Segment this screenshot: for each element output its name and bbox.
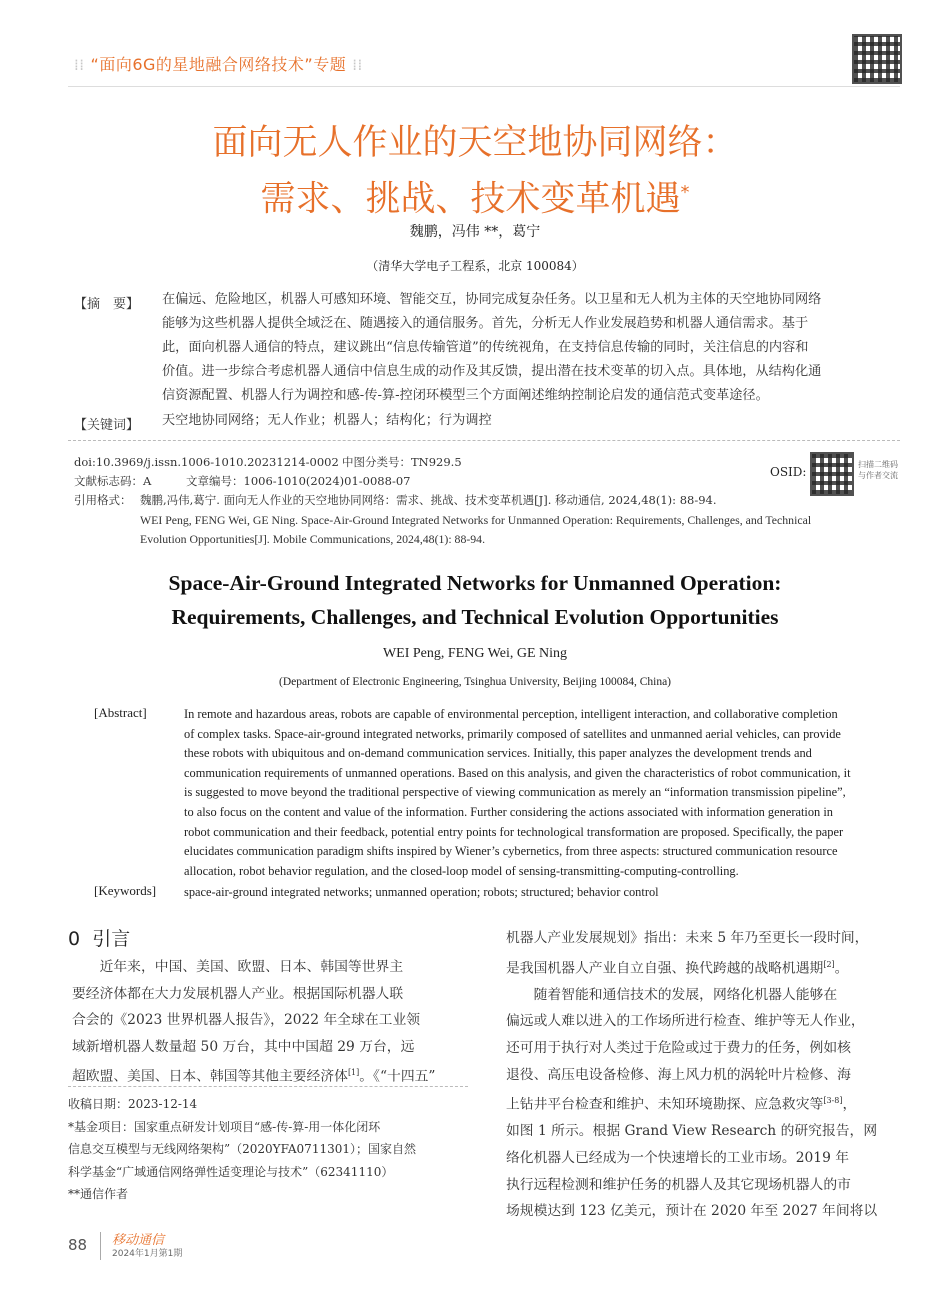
abstract-cn-line: 在偏远、危险地区，机器人可感知环境、智能交互，协同完成复杂任务。以卫星和无人机为主体的天空地协同网络 xyxy=(162,292,822,307)
body-line: 随着智能和通信技术的发展，网络化机器人能够在 xyxy=(506,986,838,1003)
abstract-en-line: allocation, robot behavior regulation, and the closed-loop model of sensing-transmitting-computing-controlling. xyxy=(184,863,739,878)
qr-note-line: 与作者交流 xyxy=(858,471,898,480)
abstract-cn xyxy=(162,288,902,408)
qr-code-icon xyxy=(852,34,902,84)
topic-text: “面向6G的星地融合网络技术”专题 xyxy=(90,55,347,74)
abstract-en-line: is suggested to move beyond the traditional perspective of viewing communication as merely an “information transmission pipeline”, xyxy=(184,785,846,800)
abstract-en-line: to also focus on the content and value of the information. Further considering the actions associated with information generation in xyxy=(184,804,833,819)
body-line: 场规模达到 123 亿美元，预计在 2020 年至 2027 年间将以 xyxy=(506,1203,878,1220)
citation: [3-8] xyxy=(823,1096,843,1106)
topic-banner xyxy=(68,52,369,75)
cite-cn: 魏鹏,冯伟,葛宁. 面向无人作业的天空地协同网络：需求、挑战、技术变革机遇[J]. 移动通信, 2024,48(1): 88-94. xyxy=(140,493,717,507)
body-line: 机器人产业发展规划》指出：未来 5 年乃至更长一段时间， xyxy=(506,930,869,946)
dots-right: ⁞⁞ xyxy=(352,56,363,74)
abstract-cn-label: 【摘 要】 xyxy=(74,297,140,312)
clc-number: 中图分类号：TN929.5 xyxy=(342,455,462,469)
left-column xyxy=(72,954,468,1091)
section-number: 0 xyxy=(68,928,81,950)
body-line: 执行远程检测和维护任务的机器人及其它现场机器人的市 xyxy=(506,1176,851,1193)
abstract-en-line: communication requirements of unmanned operations. Based on this analysis, and given the characteristics of robot communication, it xyxy=(184,765,851,780)
body-line: 如图 1 所示。根据 Grand View Research 的研究报告，网 xyxy=(506,1123,878,1140)
body-line: 要经济体都在大力发展机器人产业。根据国际机器人联 xyxy=(72,985,404,1002)
abstract-en-line: these robots with ubiquitous and on-demand communication services. Initially, this paper analyzes the development trends and xyxy=(184,746,812,761)
cite-label: 引用格式： xyxy=(74,493,132,507)
abstract-cn-line: 价值。进一步综合考虑机器人通信中信息生成的动作及其反馈，提出潜在技术变革的切入点。具体地，从结构化通 xyxy=(162,364,822,379)
cite-en-2: Evolution Opportunities[J]. Mobile Communications, 2024,48(1): 88-94. xyxy=(140,532,486,546)
keywords-cn: 天空地协同网络；无人作业；机器人；结构化；行为调控 xyxy=(162,413,492,428)
footnote-line: *基金项目：国家重点研发计划项目“感-传-算-用一体化闭环 xyxy=(68,1119,381,1134)
title-en-line2: Requirements, Challenges, and Technical Evolution Opportunities xyxy=(171,605,779,629)
journal-logo: 移动通信 xyxy=(112,1233,165,1248)
title-en-line1: Space-Air-Ground Integrated Networks for Unmanned Operation: xyxy=(168,571,782,595)
affiliation-cn: （清华大学电子工程系，北京 100084） xyxy=(366,259,584,273)
abstract-en-line: robot communication and their feedback, potential entry points for technological transformation are proposed. Specifically, the paper xyxy=(184,824,844,839)
body-line: 退役、高压电设备检修、海上风力机的涡轮叶片检修、海 xyxy=(506,1066,851,1083)
dots-left: ⁞⁞ xyxy=(74,56,85,74)
body-line: 是我国机器人产业自立自强、换代跨越的战略机遇期[2]。 xyxy=(506,959,849,977)
body-line: 上钻井平台检查和维护、未知环境勘探、应急救灾等[3-8]， xyxy=(506,1096,857,1113)
abstract-en-label: [Abstract] xyxy=(94,705,147,720)
doi: doi:10.3969/j.issn.1006-1010.20231214-0002 xyxy=(74,455,339,469)
body-line: 超欧盟、美国、日本、韩国等其他主要经济体[1]。《“十四五” xyxy=(72,1068,436,1085)
body-line: 近年来，中国、美国、欧盟、日本、韩国等世界主 xyxy=(72,959,404,975)
article-number: 文章编号：1006-1010(2024)01-0088-07 xyxy=(186,474,411,488)
authors-en: WEI Peng, FENG Wei, GE Ning xyxy=(382,646,568,661)
body-line: 还可用于执行对人类过于危险或过于费力的任务，例如核 xyxy=(506,1039,851,1056)
osid-qr-icon xyxy=(810,452,854,496)
authors-cn: 魏鹏，冯伟 **，葛宁 xyxy=(409,224,541,240)
footnote-line: 收稿日期：2023-12-14 xyxy=(68,1097,198,1111)
divider xyxy=(68,440,900,441)
doc-code: 文献标志码：A xyxy=(74,474,152,488)
citation: [1] xyxy=(347,1068,360,1078)
right-column xyxy=(506,925,904,1225)
body-line: 域新增机器人数量超 50 万台，其中中国超 29 万台，远 xyxy=(72,1038,415,1055)
body-line: 合会的《2023 世界机器人报告》，2022 年全球在工业领 xyxy=(72,1012,421,1029)
keywords-cn-label: 【关键词】 xyxy=(74,418,140,433)
footnote-line: 信息交互模型与无线网络架构”（2020YFA0711301）；国家自然 xyxy=(68,1142,416,1156)
abstract-en xyxy=(184,705,902,881)
citation: [2] xyxy=(823,959,835,969)
footnotes xyxy=(68,1093,468,1206)
body-line: 偏远或人难以进入的工作场所进行检查、维护等无人作业， xyxy=(506,1013,865,1030)
affiliation-en: (Department of Electronic Engineering, Tsinghua University, Beijing 100084, China) xyxy=(278,676,672,688)
section-heading xyxy=(68,924,130,951)
abstract-en-line: elucidates communication paradigm shifts inspired by Wiener’s cybernetics, from three aspects: structured communication resource xyxy=(184,844,838,859)
header-rule xyxy=(68,86,900,87)
footnote-line: **通信作者 xyxy=(68,1187,129,1201)
page-number: 88 xyxy=(68,1236,88,1254)
abstract-en-line: In remote and hazardous areas, robots are capable of environmental perception, intelligent interaction, and collaborative completion xyxy=(184,707,838,721)
abstract-cn-line: 信资源配置、机器人行为调控和感-传-算-控闭环模型三个方面阐述维纳控制论启发的通信范式变革途径。 xyxy=(162,388,769,403)
title-cn-line1: 面向无人作业的天空地协同网络： xyxy=(212,123,738,163)
keywords-en: space-air-ground integrated networks; unmanned operation; robots; structured; behavior control xyxy=(184,885,659,899)
issue-info: 2024年1月第1期 xyxy=(112,1249,183,1259)
footnote-rule xyxy=(68,1086,468,1087)
abstract-cn-line: 能够为这些机器人提供全域泛在、随遇接入的通信服务。首先，分析无人作业发展趋势和机器人通信需求。基于 xyxy=(162,316,809,331)
footer-separator xyxy=(100,1232,101,1260)
abstract-en-line: of complex tasks. Space-air-ground integrated networks, primarily composed of satellites and unmanned aerial vehicles, can provide xyxy=(184,726,841,741)
body-line: 络化机器人已经成为一个快速增长的工业市场。2019 年 xyxy=(506,1149,850,1166)
qr-note xyxy=(858,459,898,481)
keywords-en-label: [Keywords] xyxy=(94,883,157,898)
title-star: * xyxy=(680,182,690,203)
osid-label: OSID: xyxy=(770,465,807,479)
section-title: 引言 xyxy=(92,928,131,950)
title-cn-line2 xyxy=(0,168,950,225)
abstract-cn-line: 此，面向机器人通信的特点，建议跳出“信息传输管道”的传统视角，在支持信息传输的同时，关注信息的内容和 xyxy=(162,340,809,355)
title-cn-line2-text: 需求、挑战、技术变革机遇 xyxy=(260,179,681,220)
cite-en-1: WEI Peng, FENG Wei, GE Ning. Space-Air-Ground Integrated Networks for Unmanned Operation: Requirements, Challenges, and Technical xyxy=(140,513,812,527)
footnote-line: 科学基金“广域通信网络弹性适变理论与技术”（62341110） xyxy=(68,1164,394,1179)
qr-note-line: 扫描二维码 xyxy=(858,460,898,469)
